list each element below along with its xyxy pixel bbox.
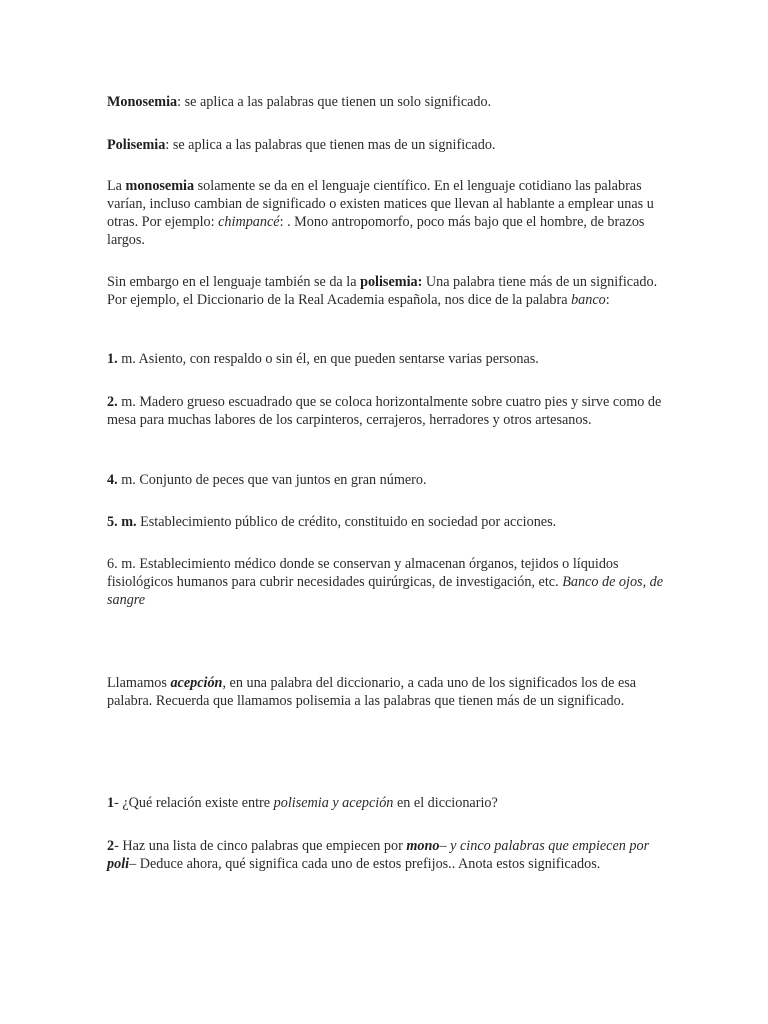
definition-text: : se aplica a las palabras que tienen un solo significado. [177,94,492,110]
question-1 [107,794,667,812]
term-polisemia: Polisemia [107,137,166,153]
definition-number: 4. [107,472,118,488]
question-2 [107,837,667,873]
text: – y cinco palabras que empiecen por [439,838,650,854]
example-phrase: Banco de ojos, de sangre [107,574,664,608]
text: La [107,178,126,194]
acepcion-explanation [107,674,667,710]
text: , en una palabra del diccionario, a cada uno de los significados los de esa palabra. Recuerda que llamamos polisemia a las palabras que tienen más de un significado. [107,675,637,709]
monosemia-definition [107,93,667,111]
polisemia-definition [107,136,667,154]
question-number: 1 [107,795,115,811]
text: : [605,292,610,308]
definition-text: m. Conjunto de peces que van juntos en gran número. [117,472,427,488]
term-monosemia: Monosemia [107,94,178,110]
definition-5 [107,513,667,531]
prefix-mono: mono [406,838,440,854]
definition-text: 6. m. Establecimiento médico donde se conservan y almacenan órganos, tejidos o líquidos fisiológicos humanos para cubrir necesidades quirúrgicas, de investigación, etc. [107,556,619,590]
definition-1 [107,350,667,368]
text: Llamamos [107,675,171,691]
example-word: banco [571,292,606,308]
text: en el diccionario? [393,795,498,811]
text: – Deduce ahora, qué significa cada uno de estos prefijos.. Anota estos significados. [129,856,601,872]
definition-text: m. Madero grueso escuadrado que se coloca horizontalmente sobre cuatro pies y sirve como de mesa para muchas labores de los carpinteros, cerrajeros, herradores y otros artesanos. [107,394,662,428]
definition-text: m. Asiento, con respaldo o sin él, en que pueden sentarse varias personas. [117,351,539,367]
monosemia-explanation [107,177,667,249]
example-word: chimpancé [218,214,280,230]
text: : . Mono antropomorfo, poco más bajo que el hombre, de brazos largos. [107,214,645,248]
question-terms: polisemia y acepción [273,795,394,811]
definition-text: : se aplica a las palabras que tienen mas de un significado. [165,137,496,153]
text: - ¿Qué relación existe entre [114,795,274,811]
text: Una palabra tiene más de un significado. Por ejemplo, el Diccionario de la Real Academia española, nos dice de la palabra [107,274,658,308]
question-number: 2 [107,838,115,854]
definition-6 [107,555,667,609]
definition-number: 5. m. [107,514,137,530]
prefix-poli: poli [107,856,130,872]
definition-4 [107,471,667,489]
term-acepcion: acepción [170,675,223,691]
definition-number: 1. [107,351,118,367]
definition-2 [107,393,667,429]
definition-number: 2. [107,394,118,410]
term-monosemia: monosemia [125,178,195,194]
text: Sin embargo en el lenguaje también se da la [107,274,361,290]
term-polisemia: polisemia: [360,274,423,290]
text: solamente se da en el lenguaje científico. En el lenguaje cotidiano las palabras varían, incluso cambian de significado o existen matices que llevan al hablante a emplear unas u otras. Por ejemplo: [107,178,654,230]
text: - Haz una lista de cinco palabras que empiecen por [114,838,407,854]
definition-text: Establecimiento público de crédito, constituido en sociedad por acciones. [136,514,557,530]
polisemia-explanation [107,273,667,309]
